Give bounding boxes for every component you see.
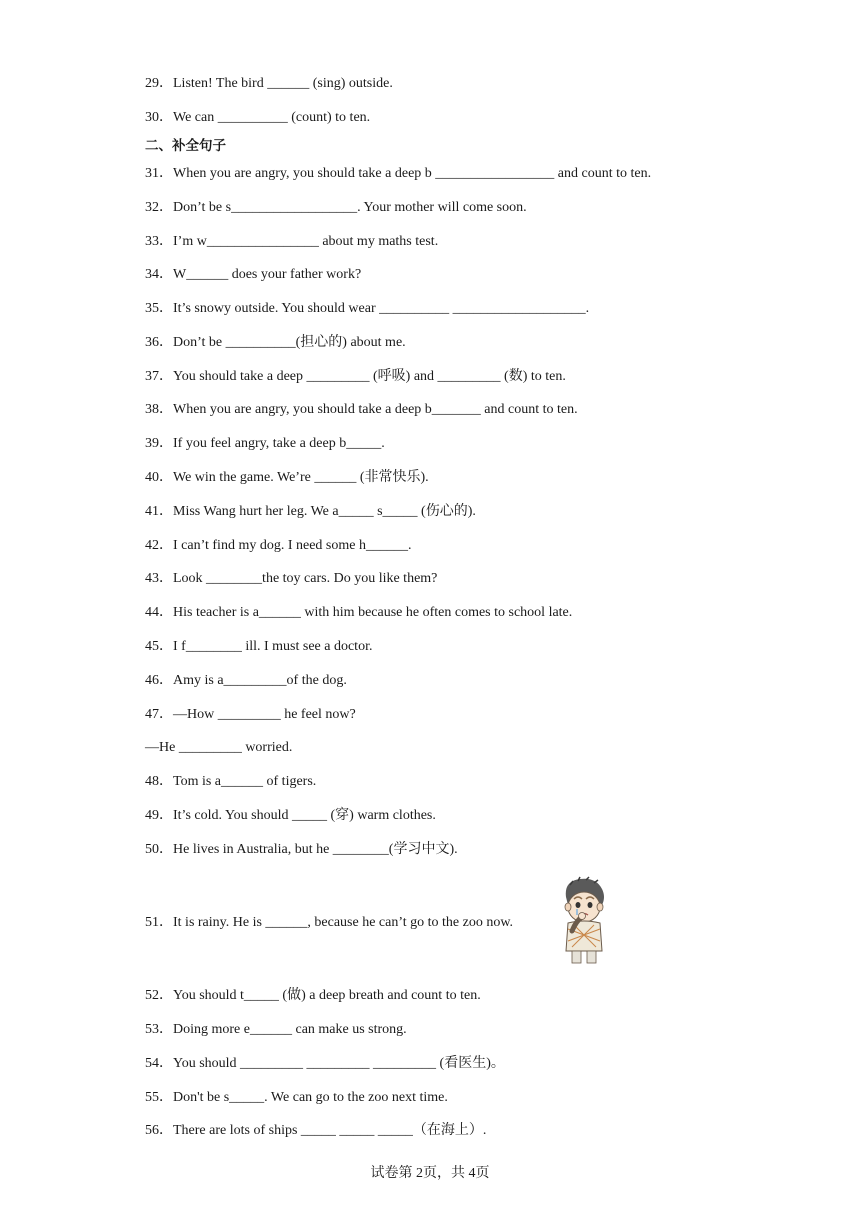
question-50: 50．He lives in Australia, but he ________(学习中文). (145, 842, 458, 857)
question-45: 45．I f________ ill. I must see a doctor. (145, 639, 373, 654)
question-36: 36．Don’t be __________(担心的) about me. (145, 335, 406, 350)
question-53: 53．Doing more e______ can make us strong. (145, 1022, 407, 1037)
question-35: 35．It’s snowy outside. You should wear __________ ___________________. (145, 301, 590, 316)
question-47-answer: —He _________ worried. (145, 740, 293, 755)
question-30: 30．We can __________ (count) to ten. (145, 110, 371, 125)
question-44: 44．His teacher is a______ with him because he often comes to school late. (145, 605, 573, 620)
question-38: 38．When you are angry, you should take a deep b_______ and count to ten. (145, 402, 578, 417)
question-47: 47．—How _________ he feel now? (145, 707, 356, 722)
section-heading: 二、补全句子 (145, 138, 226, 154)
page-footer: 试卷第 2页，共 4页 (370, 1166, 490, 1181)
question-41: 41．Miss Wang hurt her leg. We a_____ s_____ (伤心的). (145, 504, 476, 519)
question-29: 29．Listen! The bird ______ (sing) outside. (145, 76, 393, 91)
question-52: 52．You should t_____ (做) a deep breath and count to ten. (145, 988, 481, 1003)
question-55: 55．Don't be s_____. We can go to the zoo next time. (145, 1090, 448, 1105)
question-49: 49．It’s cold. You should _____ (穿) warm clothes. (145, 808, 436, 823)
question-33: 33．I’m w________________ about my maths test. (145, 234, 439, 249)
question-32: 32．Don’t be s__________________. Your mother will come soon. (145, 200, 527, 215)
question-48: 48．Tom is a______ of tigers. (145, 774, 317, 789)
question-39: 39．If you feel angry, take a deep b_____. (145, 436, 385, 451)
question-54: 54．You should _________ _________ _________ (看医生)。 (145, 1056, 505, 1071)
question-37: 37．You should take a deep _________ (呼吸) and _________ (数) to ten. (145, 369, 566, 384)
question-31: 31．When you are angry, you should take a deep b _________________ and count to ten. (145, 166, 652, 181)
question-51: 51．It is rainy. He is ______, because he can’t go to the zoo now. (145, 915, 514, 930)
sad-boy-illustration (556, 875, 612, 965)
question-43: 43．Look ________the toy cars. Do you like them? (145, 571, 438, 586)
question-34: 34．W______ does your father work? (145, 267, 362, 282)
question-42: 42．I can’t find my dog. I need some h______. (145, 538, 412, 553)
question-56: 56．There are lots of ships _____ _____ _____（在海上）. (145, 1123, 487, 1138)
question-46: 46．Amy is a_________of the dog. (145, 673, 347, 688)
question-40: 40．We win the game. We’re ______ (非常快乐). (145, 470, 429, 485)
